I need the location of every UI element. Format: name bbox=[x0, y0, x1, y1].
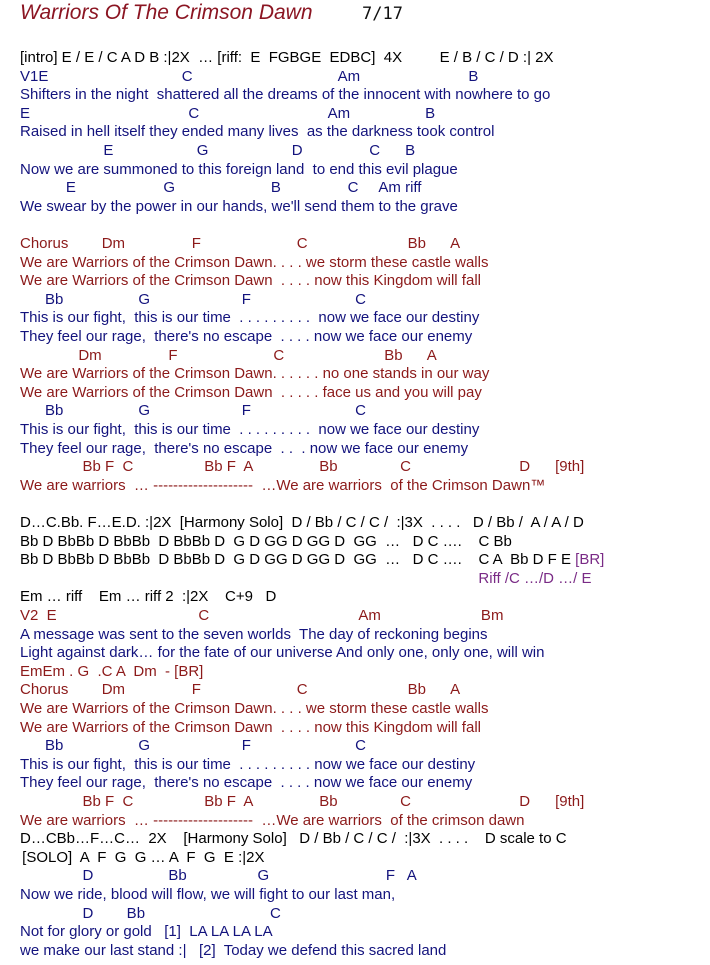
sheet-line bbox=[20, 291, 366, 308]
line-text: Chorus Dm F C Bb A bbox=[20, 681, 461, 699]
line-text: [SOLO] A F G G … A F G E :|2X bbox=[18, 848, 265, 866]
line-text: Em … riff Em … riff 2 :|2X C+9 D bbox=[20, 588, 277, 606]
sheet-line bbox=[20, 421, 479, 438]
line-text: We swear by the power in our hands, we'll send them to the grave bbox=[20, 197, 458, 215]
sheet-line bbox=[20, 867, 417, 884]
line-text: Bb G F C bbox=[20, 290, 366, 308]
line-text: Not for glory or gold [1] LA LA LA LA bbox=[20, 923, 273, 941]
sheet-line bbox=[20, 886, 395, 903]
line-text: D Bb G F A bbox=[20, 867, 417, 885]
sheet-line bbox=[20, 384, 482, 401]
line-text: E G B C Am riff bbox=[20, 179, 422, 197]
sheet-line bbox=[20, 161, 458, 178]
line-text: This is our fight, this is our time . . . . . . . . . now we face our destiny bbox=[20, 309, 480, 327]
line-text: We are Warriors of the Crimson Dawn. . . . we storm these castle walls bbox=[20, 700, 489, 717]
sheet-line bbox=[20, 923, 273, 940]
line-text: EmEm . G .C A Dm - [BR] bbox=[20, 662, 204, 680]
line-text: Bb F C Bb F A Bb C D [9th] bbox=[20, 458, 585, 476]
sheet-line bbox=[20, 254, 488, 271]
sheet-line bbox=[20, 681, 460, 698]
sheet-line bbox=[20, 477, 545, 494]
line-text: Bb D BbBb D BbBb D BbBb D G D GG D GG D GG … D C …. C Bb bbox=[20, 532, 512, 550]
line-text: Raised in hell itself they ended many lives as the darkness took control bbox=[20, 123, 495, 141]
sheet-line bbox=[20, 812, 524, 829]
line-text: D…CBb…F…C… 2X [Harmony Solo] D / Bb / C / C / :|3X . . . . D scale to C bbox=[20, 830, 567, 848]
sheet-line bbox=[20, 830, 567, 847]
line-tail: [BR] bbox=[571, 551, 605, 569]
sheet-line bbox=[18, 849, 264, 866]
line-text: Bb G F C bbox=[20, 737, 366, 755]
sheet-line bbox=[20, 774, 472, 791]
line-text: V2 E C Am Bm bbox=[20, 607, 504, 624]
page-number: 7/17 bbox=[362, 4, 403, 24]
line-text: [intro] E / E / C A D B :|2X … [riff: E FGBGE EDBC] 4X E / B / C / D :| 2X bbox=[20, 49, 554, 66]
song-title: Warriors Of The Crimson Dawn bbox=[20, 1, 313, 24]
line-text: Now we are summoned to this foreign land to end this evil plague bbox=[20, 160, 458, 178]
line-text: We are Warriors of the Crimson Dawn . . . . . face us and you will pay bbox=[20, 383, 482, 401]
line-text: Bb D BbBb D BbBb D BbBb D G D GG D GG D GG … D C …. C A Bb D F E bbox=[20, 551, 571, 569]
line-text: We are Warriors of the Crimson Dawn. . . . we storm these castle walls bbox=[20, 253, 489, 271]
line-text: E G D C B bbox=[20, 142, 416, 159]
sheet-line bbox=[20, 347, 437, 364]
line-text: Chorus Dm F C Bb A bbox=[20, 235, 461, 252]
sheet-line bbox=[20, 942, 446, 959]
line-text: we make our last stand :| [2] Today we defend this sacred land bbox=[20, 941, 447, 959]
line-text: We are Warriors of the Crimson Dawn. . . . . . no one stands in our way bbox=[20, 365, 490, 383]
sheet-line bbox=[20, 756, 475, 773]
sheet-line bbox=[20, 198, 458, 215]
sheet-line bbox=[20, 235, 460, 252]
line-text: D…C.Bb. F…E.D. :|2X [Harmony Solo] D / Bb / C / C / :|3X . . . . D / Bb / A / A / D bbox=[20, 514, 584, 531]
line-text: D Bb C bbox=[20, 904, 281, 922]
sheet-line bbox=[20, 86, 550, 103]
sheet-line bbox=[20, 365, 489, 382]
line-text: Shifters in the night shattered all the dreams of the innocent with nowhere to go bbox=[20, 86, 551, 104]
sheet-line bbox=[20, 588, 276, 605]
line-text: Now we ride, blood will flow, we will fight to our last man, bbox=[20, 886, 396, 903]
sheet-line bbox=[20, 700, 488, 717]
sheet-line bbox=[20, 663, 203, 680]
line-text: Light against dark… for the fate of our universe And only one, only one, will win bbox=[20, 644, 545, 662]
line-text: We are warriors … -------------------- …We are warriors of the Crimson Dawn™ bbox=[20, 476, 546, 494]
sheet-line bbox=[20, 570, 592, 587]
sheet-line bbox=[20, 607, 503, 624]
line-text: This is our fight, this is our time . . . . . . . . . now we face our destiny bbox=[20, 421, 480, 438]
line-text: They feel our rage, there's no escape . . . . now we face our enemy bbox=[20, 774, 473, 792]
sheet-line bbox=[20, 793, 584, 810]
sheet-line bbox=[20, 905, 281, 922]
sheet-line bbox=[20, 105, 435, 122]
line-text: Riff /C …/D …/ E bbox=[20, 569, 592, 587]
sheet-line bbox=[20, 123, 494, 140]
sheet-line bbox=[20, 514, 584, 531]
line-text: Dm F C Bb A bbox=[20, 346, 437, 364]
sheet-line bbox=[20, 68, 478, 85]
sheet-line bbox=[20, 719, 481, 736]
sheet-line bbox=[20, 179, 421, 196]
line-text: We are warriors … -------------------- …We are warriors of the crimson dawn bbox=[20, 811, 525, 829]
sheet-line bbox=[20, 458, 584, 475]
sheet-line bbox=[20, 309, 479, 326]
sheet-line bbox=[20, 328, 472, 345]
sheet-line bbox=[20, 142, 415, 159]
sheet-line bbox=[20, 272, 481, 289]
sheet-line bbox=[20, 644, 544, 661]
line-text: E C Am B bbox=[20, 104, 436, 122]
line-text: They feel our rage, there's no escape . . . . now we face our enemy bbox=[20, 328, 473, 345]
sheet-line bbox=[20, 440, 468, 457]
sheet-line bbox=[20, 551, 604, 568]
line-text: Bb F C Bb F A Bb C D [9th] bbox=[20, 793, 585, 810]
sheet-line bbox=[20, 49, 554, 66]
line-text: We are Warriors of the Crimson Dawn . . . . now this Kingdom will fall bbox=[20, 272, 481, 290]
line-text: We are Warriors of the Crimson Dawn . . . . now this Kingdom will fall bbox=[20, 718, 481, 736]
line-text: A message was sent to the seven worlds The day of reckoning begins bbox=[20, 625, 488, 643]
line-text: They feel our rage, there's no escape . . . now we face our enemy bbox=[20, 439, 469, 457]
sheet-line bbox=[20, 737, 366, 754]
line-text: Bb G F C bbox=[20, 402, 366, 420]
sheet-line bbox=[20, 626, 488, 643]
line-text: V1E C Am B bbox=[20, 67, 479, 85]
sheet-line bbox=[20, 533, 512, 550]
sheet-line bbox=[20, 402, 366, 419]
line-text: This is our fight, this is our time . . . . . . . . . now we face our destiny bbox=[20, 755, 476, 773]
